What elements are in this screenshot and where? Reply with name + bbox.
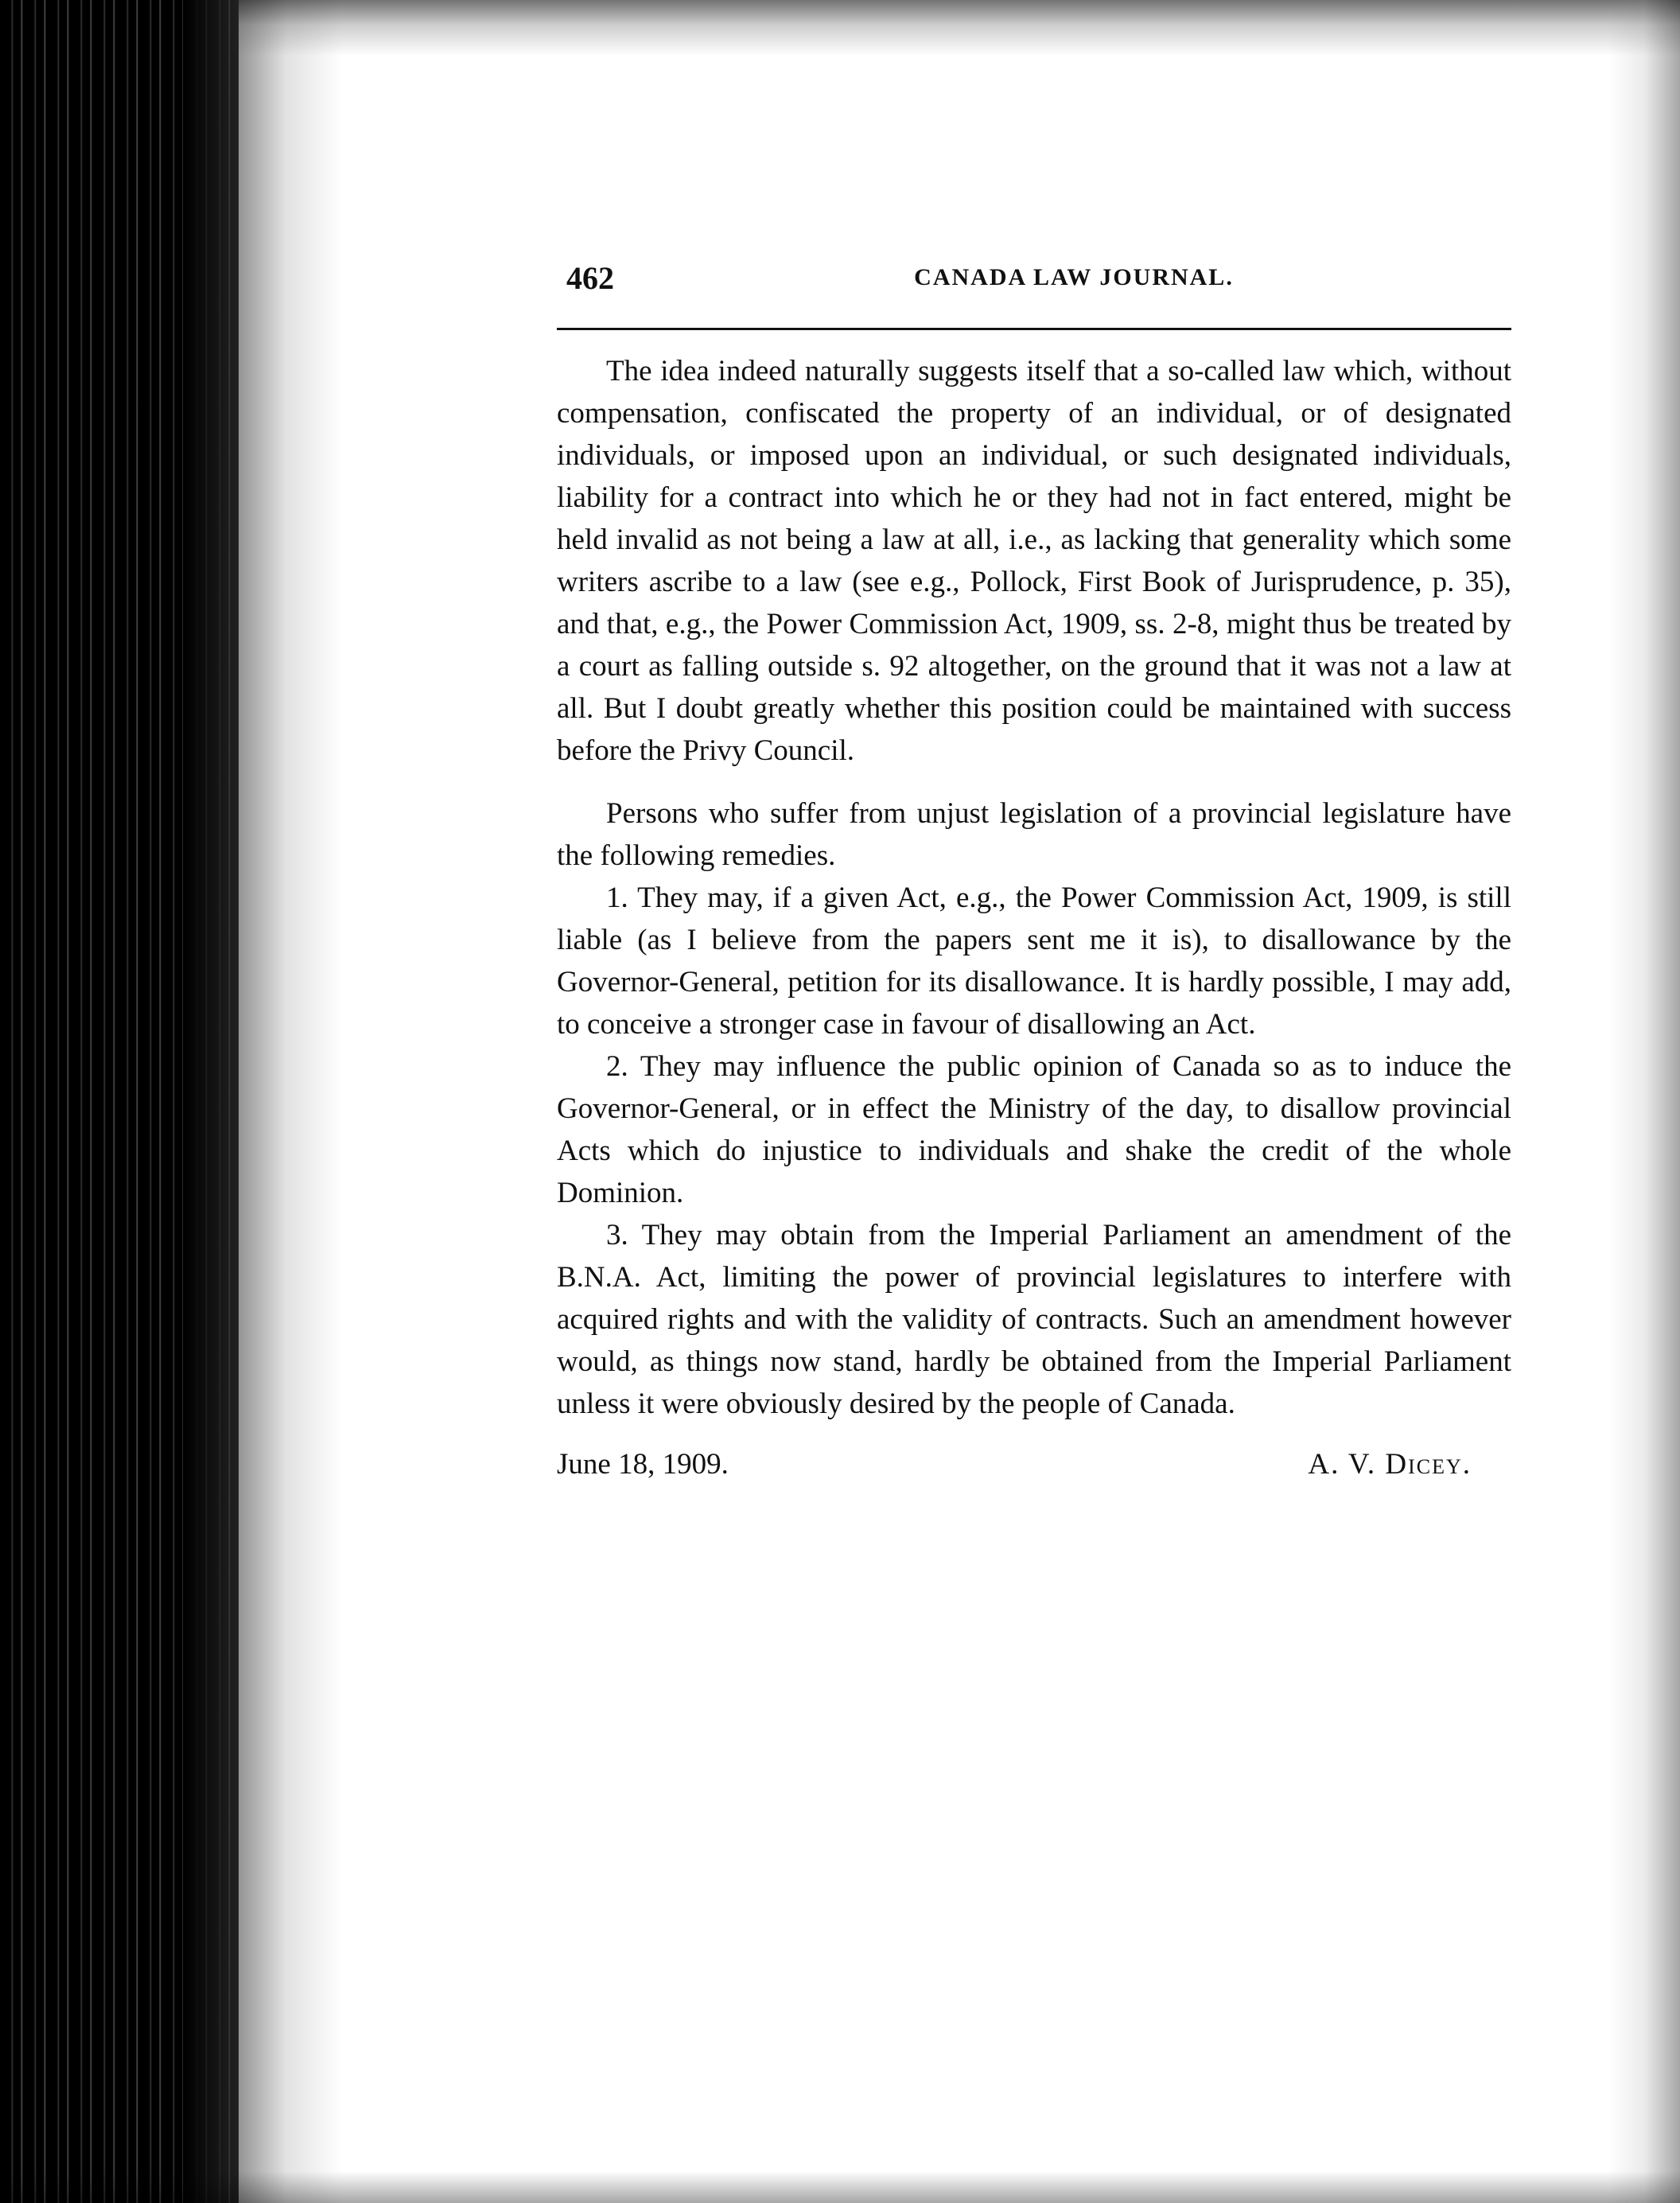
scan-top-edge [239, 0, 1680, 56]
paragraph-remedy-1: 1. They may, if a given Act, e.g., the Power Commission Act, 1909, is still liable (as I believe from the papers sent me it is), to disallowance by the Governor-General, petition for its disallowance. It is hardly possible, I may add, to conceive a stronger case in favour of disallowing an Act. [557, 882, 1511, 1041]
paragraph-remedy-3: 3. They may obtain from the Imperial Parliament an amendment of the B.N.A. Act, limiting the power of provincial legislatures to interfere with acquired rights and with the validity of contracts. Such an amendment however would, as things now stand, hardly be obtained from the Imperial Parliament unless it were obviously desired by the people of Canada. [557, 1219, 1511, 1420]
signature-author: A. V. Dicey. [1308, 1448, 1472, 1481]
header-rule [557, 328, 1511, 330]
scan-right-edge [1608, 0, 1680, 2203]
running-head [557, 255, 1511, 302]
paragraph-remedies-intro: Persons who suffer from unjust legislation of a provincial legislature have the following remedies. [557, 797, 1511, 872]
journal-title: CANADA LAW JOURNAL. [914, 264, 1234, 290]
signature-line [557, 1447, 1511, 1495]
signature-date: June 18, 1909. [557, 1448, 729, 1481]
article-body [557, 350, 1511, 1425]
paragraph-general-law: The idea indeed naturally suggests itself that a so-called law which, without compensation, confiscated the property of an individual, or of designated individuals, or imposed upon an individual, or such designated individuals, liability for a contract into which he or they had not in fact entered, might be held invalid as not being a law at all, i.e., as lacking that generality which some writers ascribe to a law (see e.g., Pollock, First Book of Jurisprudence, p. 35), and that, e.g., the Power Commission Act, 1909, ss. 2-8, might thus be treated by a court as falling outside s. 92 altogether, on the ground that it was not a law at all. But I doubt greatly whether this position could be maintained with success before the Privy Council. [557, 355, 1511, 767]
binding-shadow [183, 0, 342, 2203]
page-number: 462 [566, 260, 614, 296]
journal-page [557, 255, 1511, 1495]
paragraph-remedy-2: 2. They may influence the public opinion of Canada so as to induce the Governor-General, or in effect the Ministry of the day, to disallow provincial Acts which do injustice to individuals and shake the credit of the whole Dominion. [557, 1050, 1511, 1209]
scan-bottom-edge [0, 2171, 1680, 2203]
